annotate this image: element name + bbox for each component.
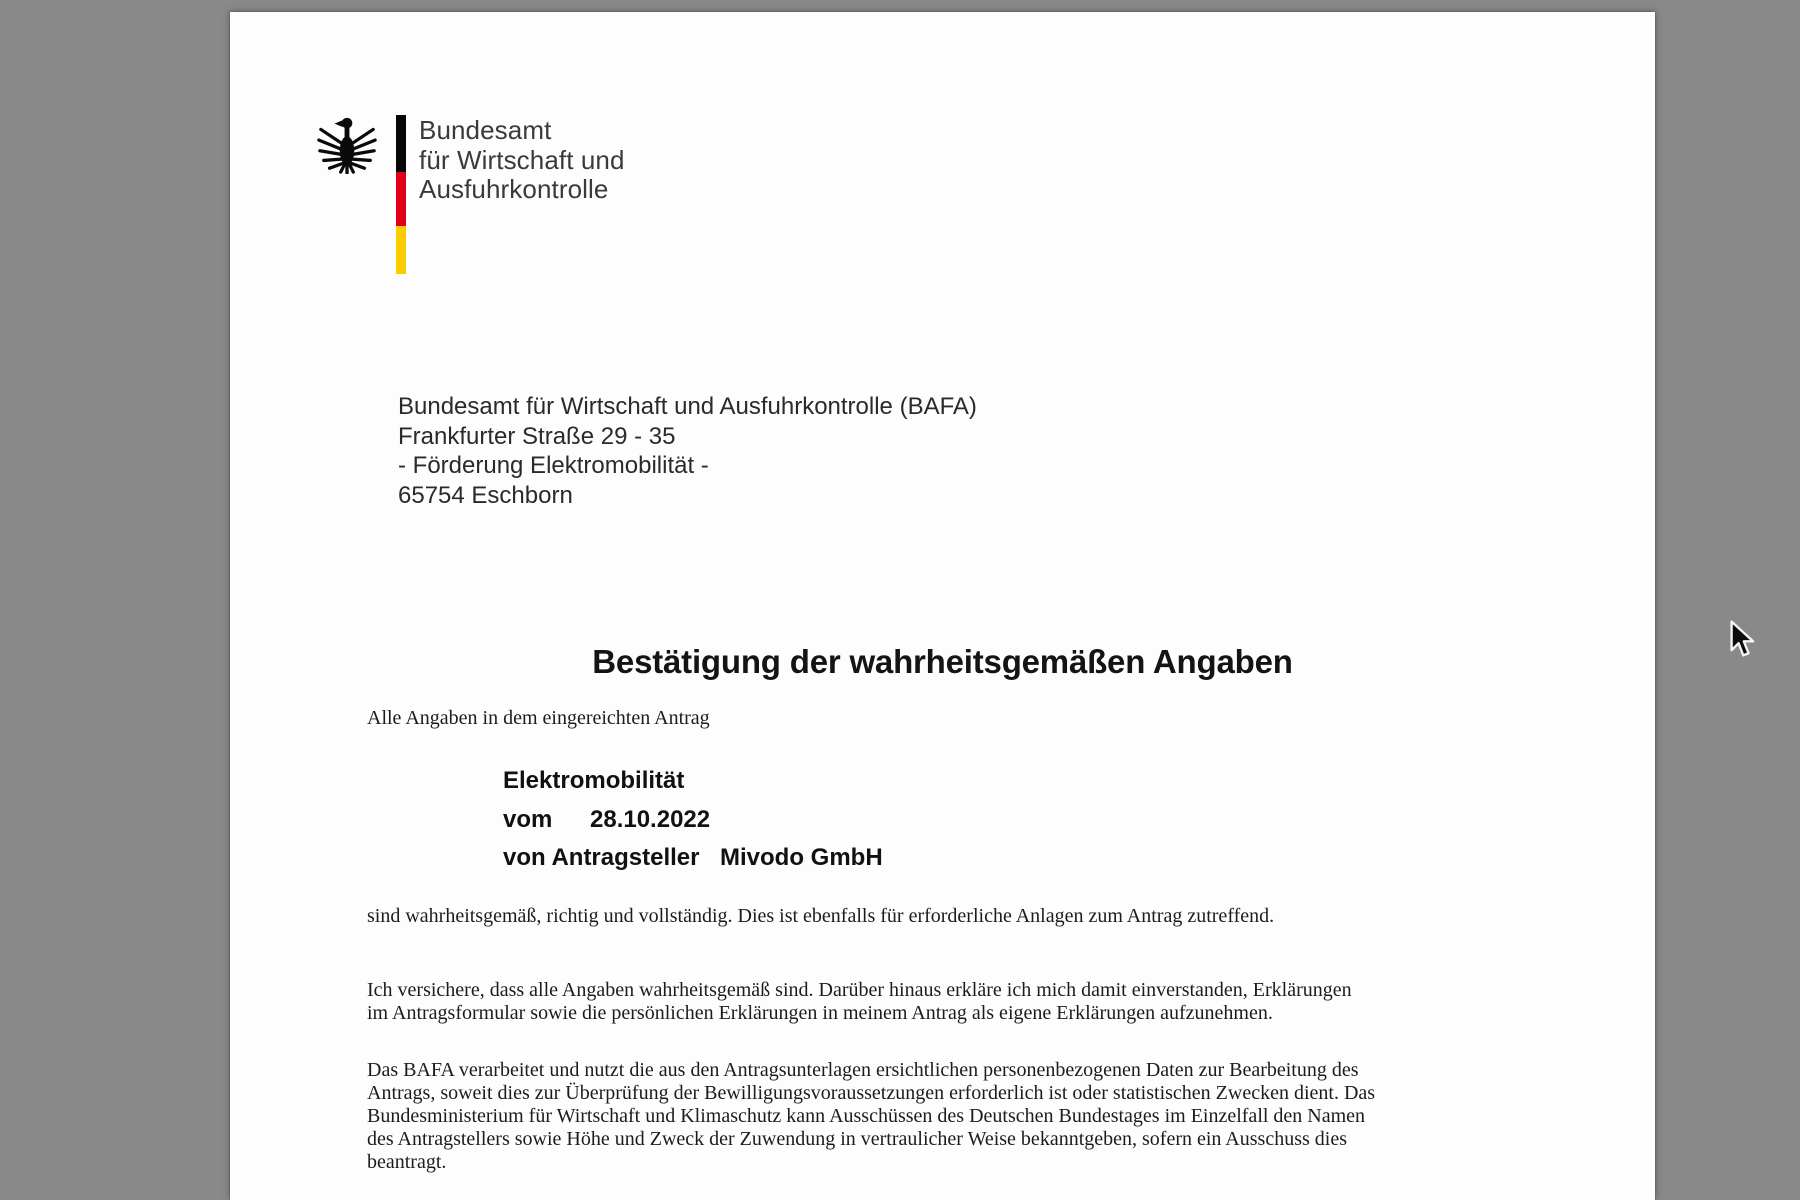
applicant-label: von Antragsteller (503, 844, 700, 871)
flag-black-segment (396, 115, 406, 172)
flag-gold-segment (396, 226, 406, 274)
flag-red-segment (396, 172, 406, 226)
paragraph-truthfulness: sind wahrheitsgemäß, richtig und vollständig. Dies ist ebenfalls für erforderliche Anlagen zum Antrag zutreffend. (367, 905, 1275, 927)
document-title: Bestätigung der wahrheitsgemäßen Angaben (592, 643, 1293, 680)
paragraph-assurance: Ich versichere, dass alle Angaben wahrheitsgemäß sind. Darüber hinaus erkläre ich mich damit einverstanden, Erklärungen im Antragsformular sowie die persönlichen Erklärungen in meinem Antrag als eigene Erklärungen aufzunehmen. (367, 979, 1352, 1024)
applicant-row (503, 844, 883, 874)
logo-wordmark: Bundesamt für Wirtschaft und Ausfuhrkontrolle (419, 115, 625, 204)
paragraph-data-processing: Das BAFA verarbeitet und nutzt die aus den Antragsunterlagen ersichtlichen personenbezogenen Daten zur Bearbeitung des Antrags, soweit dies zur Überprüfung der Bewilligungsvoraussetzungen erforderlich ist oder statistischen Zwecken dient. Das Bundesministerium für Wirtschaft und Klimaschutz kann Ausschüssen des Deutschen Bundestages im Einzelfall den Namen des Antragstellers sowie Höhe und Zweck der Zuwendung in vertraulicher Weise bekanntgeben, sofern ein Ausschuss dies beantragt. (367, 1059, 1376, 1173)
flag-stripe-icon (396, 115, 406, 274)
document-page[interactable] (230, 12, 1655, 1200)
application-date-row (503, 806, 711, 836)
date-label: vom (503, 806, 553, 833)
mouse-cursor-icon (1729, 620, 1759, 661)
federal-eagle-icon (316, 112, 378, 174)
recipient-address-block: Bundesamt für Wirtschaft und Ausfuhrkontrolle (BAFA) Frankfurter Straße 29 - 35 - Förderung Elektromobilität - 65754 Eschborn (398, 393, 977, 509)
intro-line: Alle Angaben in dem eingereichten Antrag (367, 707, 710, 729)
applicant-value: Mivodo GmbH (720, 844, 883, 871)
application-program: Elektromobilität (503, 767, 685, 794)
date-value: 28.10.2022 (590, 806, 711, 833)
